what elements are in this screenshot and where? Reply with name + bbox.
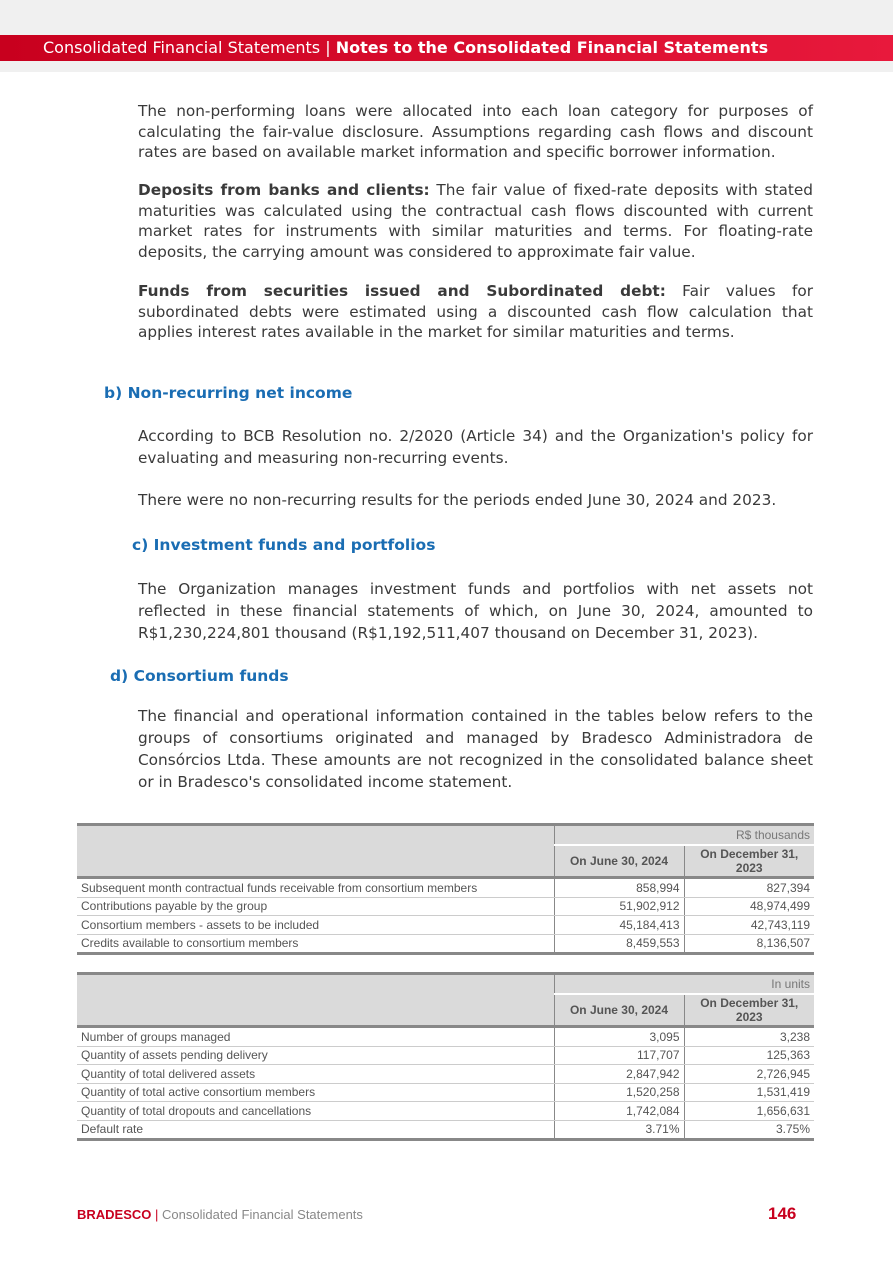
paragraph-text: The fair value of fixed-rate deposits with stated maturities was calculated using the contractual cash flows discounted with current market rates for instruments with similar maturities and terms. For floating-rate deposits, the carrying amount was considered to approximate fair value. xyxy=(138,181,813,261)
section-heading-d: d) Consortium funds xyxy=(110,667,289,685)
paragraph: According to BCB Resolution no. 2/2020 (Article 34) and the Organization's policy for evaluating and measuring non-recurring events. xyxy=(138,427,813,467)
paragraph xyxy=(138,281,813,343)
cell: 42,743,119 xyxy=(684,916,814,935)
row-label: Credits available to consortium members xyxy=(77,934,554,954)
cell: 8,459,553 xyxy=(554,934,684,954)
table-row xyxy=(77,1120,814,1140)
row-label: Quantity of total dropouts and cancellations xyxy=(77,1102,554,1121)
table-row xyxy=(77,934,814,954)
column-header: On December 31, 2023 xyxy=(684,994,814,1027)
cell: 3,095 xyxy=(554,1027,684,1047)
table-row xyxy=(77,1046,814,1065)
cell: 1,742,084 xyxy=(554,1102,684,1121)
cell: 45,184,413 xyxy=(554,916,684,935)
consortium-funds-table xyxy=(77,823,814,955)
paragraph: The Organization manages investment funds and portfolios with net assets not reflected in these financial statements of which, on June 30, 2024, amounted to R$1,230,224,801 thousand (R$1,192,511,407 thousand on December 31, 2023). xyxy=(138,580,813,642)
cell: 1,520,258 xyxy=(554,1083,684,1102)
row-label: Subsequent month contractual funds receivable from consortium members xyxy=(77,878,554,898)
footer-separator: | xyxy=(151,1207,163,1222)
column-header: On June 30, 2024 xyxy=(554,845,684,878)
section-heading-c: c) Investment funds and portfolios xyxy=(132,536,436,554)
row-label: Contributions payable by the group xyxy=(77,897,554,916)
paragraph: There were no non-recurring results for the periods ended June 30, 2024 and 2023. xyxy=(138,491,777,509)
cell: 1,531,419 xyxy=(684,1083,814,1102)
cell: 51,902,912 xyxy=(554,897,684,916)
cell: 3.71% xyxy=(554,1120,684,1140)
cell: 1,656,631 xyxy=(684,1102,814,1121)
column-header: On December 31, 2023 xyxy=(684,845,814,878)
table-row xyxy=(77,1083,814,1102)
paragraph-label: Funds from securities issued and Subordinated debt: xyxy=(138,282,666,300)
cell: 2,847,942 xyxy=(554,1065,684,1084)
footer-brand: BRADESCO xyxy=(77,1207,152,1222)
table-row xyxy=(77,1102,814,1121)
row-label: Default rate xyxy=(77,1120,554,1140)
cell: 2,726,945 xyxy=(684,1065,814,1084)
cell: 48,974,499 xyxy=(684,897,814,916)
table-row xyxy=(77,916,814,935)
column-header: On June 30, 2024 xyxy=(554,994,684,1027)
table-row xyxy=(77,897,814,916)
page-number: 146 xyxy=(768,1204,797,1223)
unit-label: R$ thousands xyxy=(554,825,814,846)
cell: 858,994 xyxy=(554,878,684,898)
paragraph: The financial and operational information contained in the tables below refers to the groups of consortiums originated and managed by Bradesco Administradora de Consórcios Ltda. These amounts are not recognized in the consolidated balance sheet or in Bradesco's consolidated income statement. xyxy=(138,707,813,791)
table-row xyxy=(77,1027,814,1047)
row-label: Quantity of total active consortium members xyxy=(77,1083,554,1102)
cell: 117,707 xyxy=(554,1046,684,1065)
cell: 3,238 xyxy=(684,1027,814,1047)
consortium-units-table xyxy=(77,972,814,1141)
blank-header xyxy=(77,825,554,878)
row-label: Quantity of assets pending delivery xyxy=(77,1046,554,1065)
footer xyxy=(77,1207,363,1222)
header-subsection: Notes to the Consolidated Financial Statements xyxy=(335,38,769,57)
row-label: Consortium members - assets to be included xyxy=(77,916,554,935)
footer-title: Consolidated Financial Statements xyxy=(162,1207,363,1222)
cell: 827,394 xyxy=(684,878,814,898)
cell: 3.75% xyxy=(684,1120,814,1140)
table-row xyxy=(77,878,814,898)
row-label: Quantity of total delivered assets xyxy=(77,1065,554,1084)
paragraph xyxy=(138,180,813,262)
row-label: Number of groups managed xyxy=(77,1027,554,1047)
header-bar xyxy=(0,35,893,61)
cell: 8,136,507 xyxy=(684,934,814,954)
unit-label: In units xyxy=(554,974,814,995)
header-separator: | xyxy=(320,38,336,57)
table-row xyxy=(77,1065,814,1084)
cell: 125,363 xyxy=(684,1046,814,1065)
section-heading-b: b) Non-recurring net income xyxy=(104,384,353,402)
header-section: Consolidated Financial Statements xyxy=(43,38,321,57)
paragraph-text: Fair values for subordinated debts were estimated using a discounted cash flow calculation that applies interest rates available in the market for similar maturities and terms. xyxy=(138,282,813,341)
blank-header xyxy=(77,974,554,1027)
paragraph-label: Deposits from banks and clients: xyxy=(138,181,430,199)
paragraph: The non-performing loans were allocated into each loan category for purposes of calculating the fair-value disclosure. Assumptions regarding cash flows and discount rates are based on available market information and specific borrower information. xyxy=(138,102,813,161)
